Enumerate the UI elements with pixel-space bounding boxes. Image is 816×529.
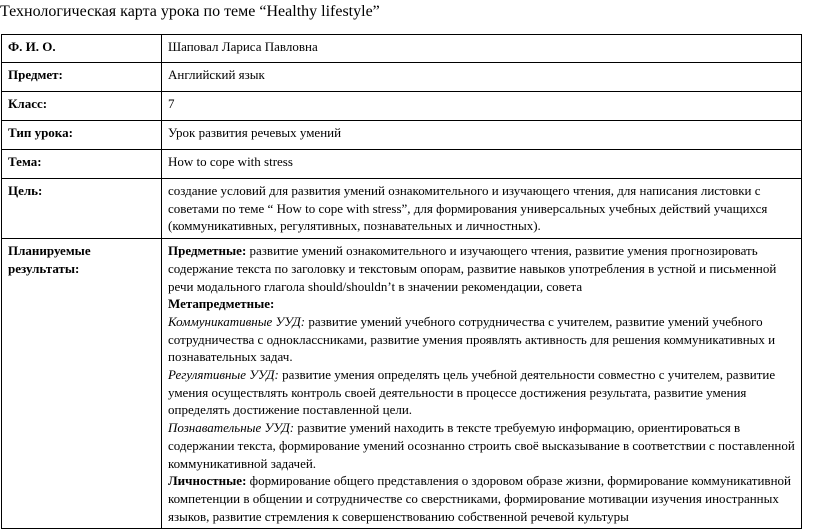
lesson-type-value: Урок развития речевых умений [162,121,802,150]
results-label: Планируемые результаты: [2,239,162,529]
regulative-paragraph [168,366,795,419]
goal-value: создание условий для развития умений ознакомительного и изучающего чтения, для написания листовки с советами по теме “ How to cope with stress”, для формирования универсальных учебных действий учащихся (коммуникативных, регулятивных, познавательных и личностных). [162,179,802,239]
subject-value: Английский язык [162,63,802,92]
cognitive-text: развитие умений находить в тексте требуемую информацию, ориентироваться в содержании текста, формирование умений осознанно строить своё высказывание в соответствии с поставленной коммуникативной задачей. [168,420,795,471]
communicative-heading: Коммуникативные УУД: [168,313,306,329]
goal-label: Цель: [2,179,162,239]
regulative-heading: Регулятивные УУД: [168,367,279,383]
table-row-topic [2,150,802,179]
meta-results-heading: Метапредметные: [168,296,275,312]
table-row-goal [2,179,802,239]
table-row-fio [2,35,802,63]
subject-results-text: развитие умений ознакомительного и изучающего чтения, развитие умения прогнозировать содержание текста по заголовку и текстовым опорам, развитие навыков употребления в устной и письменной речи модального глагола should/shouldn’t в значении рекомендации, совета [168,243,777,294]
cognitive-paragraph [168,419,795,472]
table-row-grade [2,92,802,121]
lesson-type-label: Тип урока: [2,121,162,150]
document-title: Технологическая карта урока по теме “Healthy lifestyle” [0,3,380,20]
table-row-results [2,239,802,529]
regulative-text: развитие умения определять цель учебной деятельности совместно с учителем, развитие умения осуществлять контроль своей деятельности в процессе достижения результата, развитие умения определять достижение поставленной цели. [168,367,776,418]
fio-value: Шаповал Лариса Павловна [162,35,802,63]
grade-value: 7 [162,92,802,121]
table-row-lesson-type [2,121,802,150]
communicative-text: развитие умений учебного сотрудничества с учителем, развитие умений учебного сотрудничества с одноклассниками, развитие умения проявлять активность для решения коммуникативных и познавательных задач. [168,313,776,365]
fio-label: Ф. И. О. [2,35,162,63]
subject-results-heading: Предметные: [168,243,247,259]
communicative-paragraph [168,313,795,366]
subject-results-paragraph [168,242,795,295]
table-row-subject [2,63,802,92]
lesson-plan-table [1,34,802,529]
grade-label: Класс: [2,92,162,121]
subject-label: Предмет: [2,63,162,92]
topic-value: How to cope with stress [162,150,802,179]
personal-text: формирование общего представления о здоровом образе жизни, формирование коммуникативной компетенции в общении и сотрудничестве со сверстниками, формирование мотивации изучения иностранных языков, развитие стремления к совершенствованию собственной речевой культуры [168,473,791,524]
results-value [162,239,802,529]
personal-paragraph [168,472,795,525]
topic-label: Тема: [2,150,162,179]
personal-heading: Личностные: [168,473,247,489]
cognitive-heading: Познавательные УУД: [168,420,295,436]
